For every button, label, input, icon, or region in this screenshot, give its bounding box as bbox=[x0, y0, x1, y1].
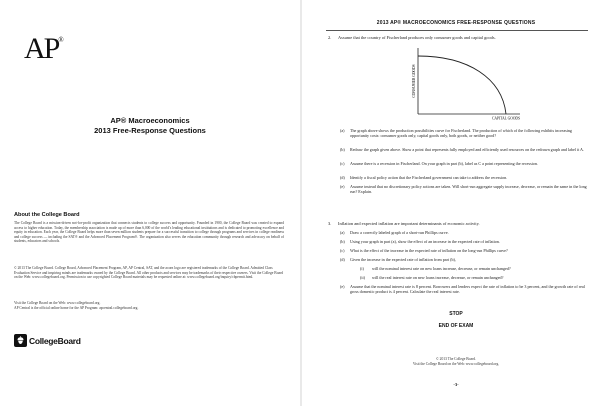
ap-logo bbox=[24, 32, 64, 66]
q3-part-b-label: (b) bbox=[340, 239, 345, 244]
header-rule bbox=[326, 30, 588, 31]
visit-line-1: Visit the College Board on the Web: www.collegeboard.org. bbox=[14, 301, 101, 305]
q3-part-c bbox=[340, 248, 592, 253]
q2-part-e-text: Assume instead that no discretionary policy actions are taken. Will short-run aggregate supply increase, decrease, or remain the same in the long run? Explain. bbox=[350, 184, 587, 195]
q3-part-d-i-label: (i) bbox=[360, 266, 364, 271]
q2-part-a-label: (a) bbox=[340, 128, 345, 133]
footer-line-2: Visit the College Board on the Web: www.collegeboard.org. bbox=[412, 361, 500, 366]
q3-part-d-i bbox=[360, 266, 592, 271]
end-of-exam-label: END OF EXAM bbox=[438, 323, 474, 329]
cover-page bbox=[0, 0, 300, 406]
visit-info bbox=[14, 301, 284, 310]
about-heading: About the College Board bbox=[14, 212, 80, 218]
q3-part-c-text: What is the effect of the increase in the expected rate of inflation on the long-run Phillips curve? bbox=[350, 248, 508, 253]
page-number: -3- bbox=[453, 382, 459, 387]
ap-logo-text: AP bbox=[24, 32, 59, 65]
q2-part-d-text: Identify a fiscal policy action that the Fischerland government can take to address the recession. bbox=[350, 175, 508, 180]
visit-line-2: AP Central is the official online home for the AP Program: apcentral.collegeboard.org. bbox=[14, 305, 139, 310]
page-header: 2013 AP® MACROECONOMICS FREE-RESPONSE QUESTIONS bbox=[376, 20, 536, 26]
q2-part-b bbox=[340, 147, 592, 152]
q3-part-c-label: (c) bbox=[340, 248, 345, 253]
q2-part-d-label: (d) bbox=[340, 175, 345, 180]
q3-part-e-label: (e) bbox=[340, 284, 345, 289]
question-3-prompt: Inflation and expected inflation are important determinants of economic activity. bbox=[338, 221, 480, 226]
stop-label: STOP bbox=[449, 311, 463, 317]
footer-note bbox=[302, 357, 610, 366]
q2-part-a bbox=[340, 128, 592, 138]
production-possibilities-curve bbox=[418, 56, 506, 114]
q2-part-a-text: The graph above shows the production possibilities curve for Fischerland. The production of which of the following exhibits increasing opportunity costs: consumer goods only, capital goods only, both goods, or neither good? bbox=[350, 128, 572, 139]
q3-part-d-label: (d) bbox=[340, 257, 345, 262]
q3-part-d-ii-text: will the real interest rate on new loans increase, decrease, or remain unchanged? bbox=[372, 275, 504, 280]
question-3-number: 3. bbox=[328, 221, 332, 226]
collegeboard-wordmark: CollegeBoard bbox=[29, 335, 81, 346]
q3-part-b bbox=[340, 239, 592, 244]
collegeboard-logo bbox=[14, 334, 81, 347]
q2-part-e-label: (e) bbox=[340, 184, 345, 189]
q3-part-e-text: Assume that the nominal interest rate is 8 percent. Borrowers and lenders expect the rate of inflation to be 3 percent, and the growth rate of real gross domestic product is 4 percent. Calculate the real interest rate. bbox=[350, 284, 585, 295]
cover-title-line2: 2013 Free-Response Questions bbox=[94, 126, 206, 135]
questions-page bbox=[302, 0, 610, 406]
q2-part-c-text: Assume there is a recession in Fischerland. On your graph in part (b), label as C a point representing the recession. bbox=[350, 161, 538, 166]
ppc-graph bbox=[410, 46, 526, 122]
q2-part-c-label: (c) bbox=[340, 161, 345, 166]
q3-part-d-i-text: will the nominal interest rate on new loans increase, decrease, or remain unchanged? bbox=[372, 266, 511, 271]
q2-part-b-label: (b) bbox=[340, 147, 345, 152]
cover-title-line1: AP® Macroeconomics bbox=[110, 116, 190, 125]
graph-y-label: CONSUMER GOODS bbox=[412, 64, 416, 98]
q3-part-d bbox=[340, 257, 592, 262]
question-2-number: 2. bbox=[328, 35, 332, 40]
q3-part-d-text: Given the increase in the expected rate of inflation from part (b), bbox=[350, 257, 456, 262]
graph-x-label: CAPITAL GOODS bbox=[491, 116, 521, 121]
q2-part-d bbox=[340, 175, 592, 180]
about-body: The College Board is a mission-driven not-for-profit organization that connects students to college success and opportunity. Founded in 1900, the College Board was created to expand access to higher education. Today, the membership association is made up of more than 6,000 of the world's leading educational institutions and is dedicated to promoting excellence and equity in education. Each year, the College Board helps more than seven million students prepare for a successful transition to college through programs and services in college readiness and college success — including the SAT® and the Advanced Placement Program®. The organization also serves the education community through research and advocacy on behalf of students, educators and schools. bbox=[14, 221, 284, 244]
q3-part-e bbox=[340, 284, 592, 294]
q2-part-c bbox=[340, 161, 592, 166]
question-2-prompt: Assume that the country of Fischerland produces only consumer goods and capital goods. bbox=[338, 35, 496, 40]
cover-title bbox=[0, 116, 300, 136]
q3-part-a-label: (a) bbox=[340, 230, 345, 235]
q2-part-e bbox=[340, 184, 592, 194]
acorn-icon bbox=[14, 334, 27, 347]
q3-part-d-ii-label: (ii) bbox=[360, 275, 366, 280]
q3-part-d-ii bbox=[360, 275, 592, 280]
q2-part-b-text: Redraw the graph given above. Show a point that represents fully employed and efficiently used resources on the redrawn graph and label it A. bbox=[350, 147, 584, 152]
ap-logo-mark: ® bbox=[58, 36, 64, 44]
q3-part-b-text: Using your graph in part (a), show the effect of an increase in the expected rate of inflation. bbox=[350, 239, 500, 244]
footer-line-1: © 2013 The College Board. bbox=[436, 357, 476, 361]
q3-part-a-text: Draw a correctly labeled graph of a short-run Phillips curve. bbox=[350, 230, 449, 235]
q3-part-a bbox=[340, 230, 592, 235]
copyright-notice: © 2013 The College Board. College Board, Advanced Placement Program, AP, AP Central, SAT, and the acorn logo are registered trademarks of the College Board. Admitted Class Evaluation Service and inspiring minds are trademarks owned by the College Board. All other products and services may be trademarks of their respective owners. Visit the College Board on the Web: www.collegeboard.org. Permission to use copyrighted College Board materials may be requested online at: www.collegeboard.org/inquiry/cbpermit.html. bbox=[14, 266, 284, 280]
